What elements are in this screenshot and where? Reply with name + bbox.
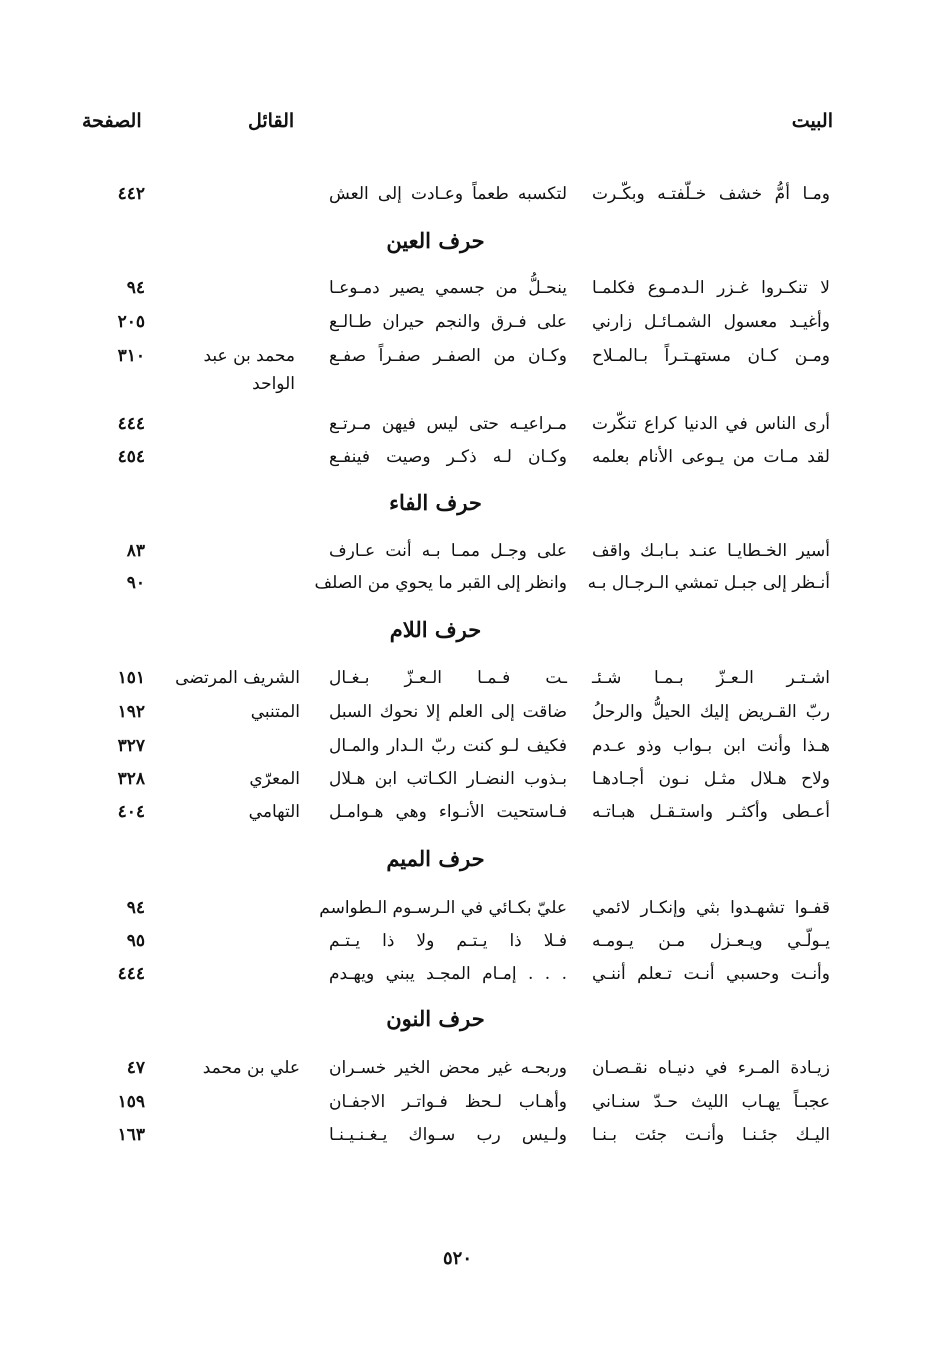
verse-page-number: ٨٣ — [126, 541, 145, 561]
verse-second-hemistich: فـلا ذا يـتـم ولا ذا يـتـم — [329, 931, 567, 951]
verse-row — [0, 698, 935, 728]
page-number: ٥٢٠ — [442, 1248, 472, 1269]
header-verse: البيت — [791, 110, 833, 132]
verse-first-hemistich: أرى الناس في الدنيا كراع تنكّرت — [592, 414, 830, 434]
verse-row — [0, 443, 935, 473]
verse-first-hemistich: اشـتـر الـعـزّ بـمـا شـئـ — [592, 668, 830, 688]
header-page: الصفحة — [82, 110, 142, 132]
verse-row — [0, 664, 935, 694]
verse-row — [0, 765, 935, 795]
verse-poet: محمد بن عبد الواحد — [203, 346, 295, 394]
verse-second-hemistich: عليّ بكـائي في الـرسـوم الـطواسم — [319, 898, 567, 918]
verse-second-hemistich: ينحـلُّ من جسمي يصير دمـوعـا — [329, 278, 567, 298]
verse-first-hemistich: لقد مـات من يـوعى الأنام بعلمه — [592, 447, 830, 467]
verse-page-number: ٤٠٤ — [117, 802, 145, 822]
verse-second-hemistich: لتكسبه طعماً وعـادت إلى العش — [329, 184, 567, 204]
verse-poet: المعرّي — [249, 769, 300, 789]
verse-first-hemistich: ولاح هـلال مثـل نـون أجـادهـا — [592, 769, 830, 789]
verse-page-number: ٤٥٤ — [117, 447, 145, 467]
verse-second-hemistich: وانظر إلى القبر ما يحوي من الصلف — [314, 573, 567, 593]
verse-page-number: ٣١٠ — [117, 346, 145, 366]
verse-second-hemistich: فـاستحيت الأنـواء وهي هـوامـل — [329, 802, 567, 822]
verse-row — [0, 1088, 935, 1118]
verse-row — [0, 732, 935, 762]
verse-page-number: ١٥٩ — [117, 1092, 145, 1112]
verse-first-hemistich: قفـوا تشهـدوا بثي وإنكـار لائمي — [592, 898, 830, 918]
verse-row — [0, 798, 935, 828]
verse-row — [0, 342, 935, 394]
verse-page-number: ١٦٣ — [117, 1125, 145, 1145]
verse-row — [0, 569, 935, 599]
verse-row — [0, 537, 935, 567]
verse-second-hemistich: ولـيس رب سـواك يـغـنـيـنـا — [329, 1125, 567, 1145]
verse-second-hemistich: فكيف لـو كنت ربّ الـدار والمـال — [329, 736, 567, 756]
verse-first-hemistich: يـولّـي ويـعـزل مـن يـومـه — [592, 931, 830, 951]
verse-page-number: ٣٢٨ — [117, 769, 145, 789]
verse-row — [0, 274, 935, 304]
verse-first-hemistich: زيـادة المـرء في دنيـاه نقـصـان — [592, 1058, 830, 1078]
verse-first-hemistich: أسير الخـطايـا عنـد بـابـك واقف — [592, 541, 830, 561]
verse-page-number: ٣٢٧ — [117, 736, 145, 756]
verse-poet: الشريف المرتضى — [175, 668, 300, 688]
verse-page-number: ١٥١ — [117, 668, 145, 688]
verse-page-number: ٤٤٤ — [117, 964, 145, 984]
header-poet: القائل — [248, 110, 295, 132]
verse-first-hemistich: لا تنكـروا غـزر الـدمـوع فكلمـا — [592, 278, 830, 298]
verse-page-number: ٩٤ — [126, 898, 145, 918]
verse-second-hemistich: وكـان من الصفـر صفـراً صفـع — [329, 346, 567, 366]
verse-poet: المتنبي — [250, 702, 300, 722]
section-title: حرف العين — [386, 228, 485, 253]
verse-second-hemistich: ـت فـمـا الـعـزّ بـغـال — [329, 668, 567, 688]
verse-row — [0, 894, 935, 924]
verse-second-hemistich: وكـان لـه ذكـر وصيت فينفـع — [329, 447, 567, 467]
verse-poet: التهامي — [248, 802, 300, 822]
verse-second-hemistich: مـراعيـه حتى ليس فيهن مـرتـع — [329, 414, 567, 434]
verse-row — [0, 1121, 935, 1151]
verse-second-hemistich: . . . إمـام المجـد يبني ويهـدم — [329, 964, 567, 984]
verse-page-number: ٤٧ — [126, 1058, 145, 1078]
verse-page-number: ٢٠٥ — [117, 312, 145, 332]
verse-first-hemistich: أنـظر إلى جبـل تمشي الـرجـال بـه — [587, 573, 830, 593]
verse-page-number: ٩٤ — [126, 278, 145, 298]
verse-second-hemistich: وربحـه غير محض الخير خسـران — [329, 1058, 567, 1078]
section-title: حرف اللام — [389, 617, 482, 642]
verse-first-hemistich: اليـك جئـنـا وأنـت جئت بـنـا — [592, 1125, 830, 1145]
verse-first-hemistich: ومـا أمُّ خشف خـلّفتـه وبكّـرت — [592, 184, 830, 204]
verse-row — [0, 1054, 935, 1084]
section-title: حرف الفاء — [389, 490, 482, 515]
verse-page-number: ٩٠ — [126, 573, 145, 593]
verse-first-hemistich: أعـطى وأكثـر واستـقـل هبـاتـه — [592, 802, 830, 822]
verse-second-hemistich: على فـرق والنجم حيران طـالـع — [329, 312, 567, 332]
verse-page-number: ٤٤٤ — [117, 414, 145, 434]
verse-first-hemistich: عجبـاً يهـاب الليث حـدّ سنـاني — [592, 1092, 830, 1112]
verse-page-number: ١٩٢ — [117, 702, 145, 722]
verse-row — [0, 927, 935, 957]
verse-second-hemistich: وأهـاب لـحظ فـواتـر الاجفـان — [329, 1092, 567, 1112]
section-title: حرف الميم — [386, 846, 485, 871]
verse-first-hemistich: وأغيـد معسول الشمـائـل زارني — [592, 312, 830, 332]
verse-poet: علي بن محمد — [202, 1058, 300, 1078]
verse-page-number: ٩٥ — [126, 931, 145, 951]
verse-second-hemistich: بـذوب النضـار الكـاتب ابن هـلال — [329, 769, 567, 789]
verse-row — [0, 960, 935, 990]
verse-first-hemistich: ربّ القـريض إليك الحيلُّ والرحلُ — [592, 702, 830, 722]
verse-second-hemistich: ضاقت إلى العلم إلا نحوك السبل — [329, 702, 567, 722]
verse-first-hemistich: ومـن كـان مستهـتـراً بـالمـلاح — [592, 346, 830, 366]
verse-page-number: ٤٤٢ — [117, 184, 145, 204]
verse-first-hemistich: هـذا وأنت ابن بـواب وذو عـدم — [592, 736, 830, 756]
section-title: حرف النون — [386, 1006, 485, 1031]
verse-row — [0, 180, 935, 210]
verse-first-hemistich: وأنـت وحسبي أنـت تـعلم أننـي — [592, 964, 830, 984]
verse-row — [0, 308, 935, 338]
verse-row — [0, 410, 935, 440]
verse-second-hemistich: على وجـل ممـا بـه أنت عـارف — [329, 541, 567, 561]
